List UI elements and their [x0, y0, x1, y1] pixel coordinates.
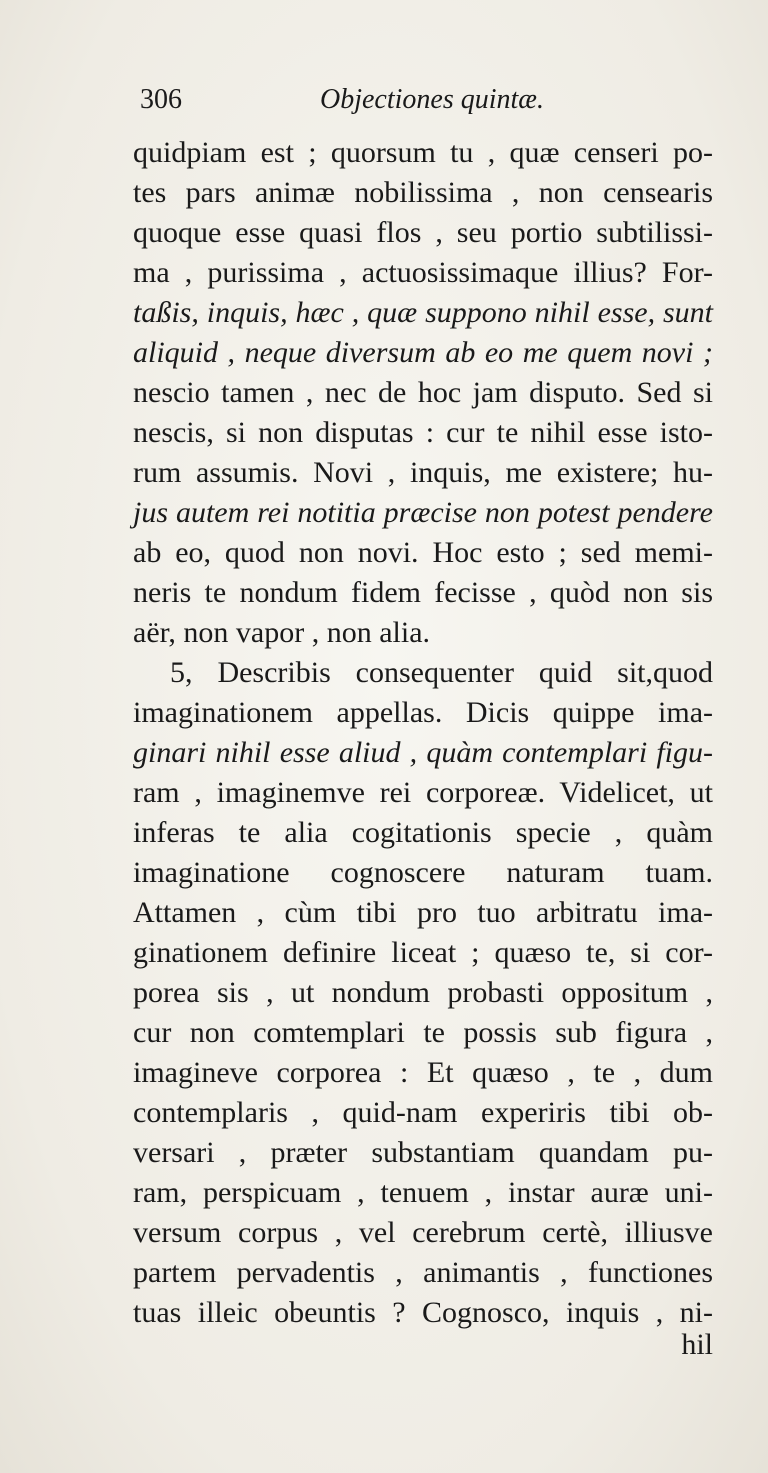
text-line: quoque esse quasi flos , seu portio subtilissi- [133, 216, 713, 249]
text-line: porea sis , ut nondum probasti oppositum , [133, 976, 713, 1009]
text-line: nescio tamen , nec de hoc jam disputo. Sed si [133, 376, 713, 409]
page-number: 306 [140, 84, 182, 115]
text-line: tes pars animæ nobilissima , non censearis [133, 176, 713, 209]
text-line: Attamen , cùm tibi pro tuo arbitratu ima- [133, 896, 713, 929]
text-line: versari , præter substantiam quandam pu- [133, 1136, 713, 1169]
running-head: Objectiones quintæ. [320, 84, 544, 115]
text-line: ram, perspicuam , tenuem , instar auræ uni- [133, 1176, 713, 1209]
text-line: imaginationem appellas. Dicis quippe ima- [133, 696, 713, 729]
page-header [140, 84, 620, 124]
text-line: imagineve corporea : Et quæso , te , dum [133, 1056, 713, 1089]
text-line: partem pervadentis , animantis , functiones [133, 1256, 713, 1289]
text-line: contemplaris , quid-nam experiris tibi ob- [133, 1096, 713, 1129]
text-line: ginationem definire liceat ; quæso te, si cor- [133, 936, 713, 969]
text-line: 5, Describis consequenter quid sit,quod [170, 656, 713, 689]
text-line: cur non comtemplari te possis sub figura , [133, 1016, 713, 1049]
text-line: imaginatione cognoscere naturam tuam. [133, 856, 713, 889]
text-line: versum corpus , vel cerebrum certè, illiusve [133, 1216, 713, 1249]
text-line: aër, non vapor , non alia. [133, 616, 431, 649]
text-line: ab eo, quod non novi. Hoc esto ; sed memi- [133, 536, 713, 569]
text-line: tuas illeic obeuntis ? Cognosco, inquis , ni- [133, 1296, 713, 1329]
text-line: inferas te alia cogitationis specie , quàm [133, 816, 713, 849]
text-line: rum assumis. Novi , inquis, me existere; hu- [133, 456, 713, 489]
text-line: ginari nihil esse aliud , quàm contemplari figu- [133, 736, 713, 769]
text-line: quidpiam est ; quorsum tu , quæ censeri po- [133, 136, 713, 169]
text-line: taßis, inquis, hæc , quæ suppono nihil esse, sunt [133, 296, 713, 329]
text-line: neris te nondum fidem fecisse , quòd non sis [133, 576, 713, 609]
text-line: jus autem rei notitia præcise non potest pendere [133, 496, 713, 529]
catchword: hil [681, 1328, 713, 1361]
text-line: ma , purissima , actuosissimaque illius? For- [133, 256, 713, 289]
text-line: aliquid , neque diversum ab eo me quem novi ; [133, 336, 713, 369]
text-line: ram , imaginemve rei corporeæ. Videlicet, ut [133, 776, 713, 809]
text-line: nescis, si non disputas : cur te nihil esse isto- [133, 416, 713, 449]
